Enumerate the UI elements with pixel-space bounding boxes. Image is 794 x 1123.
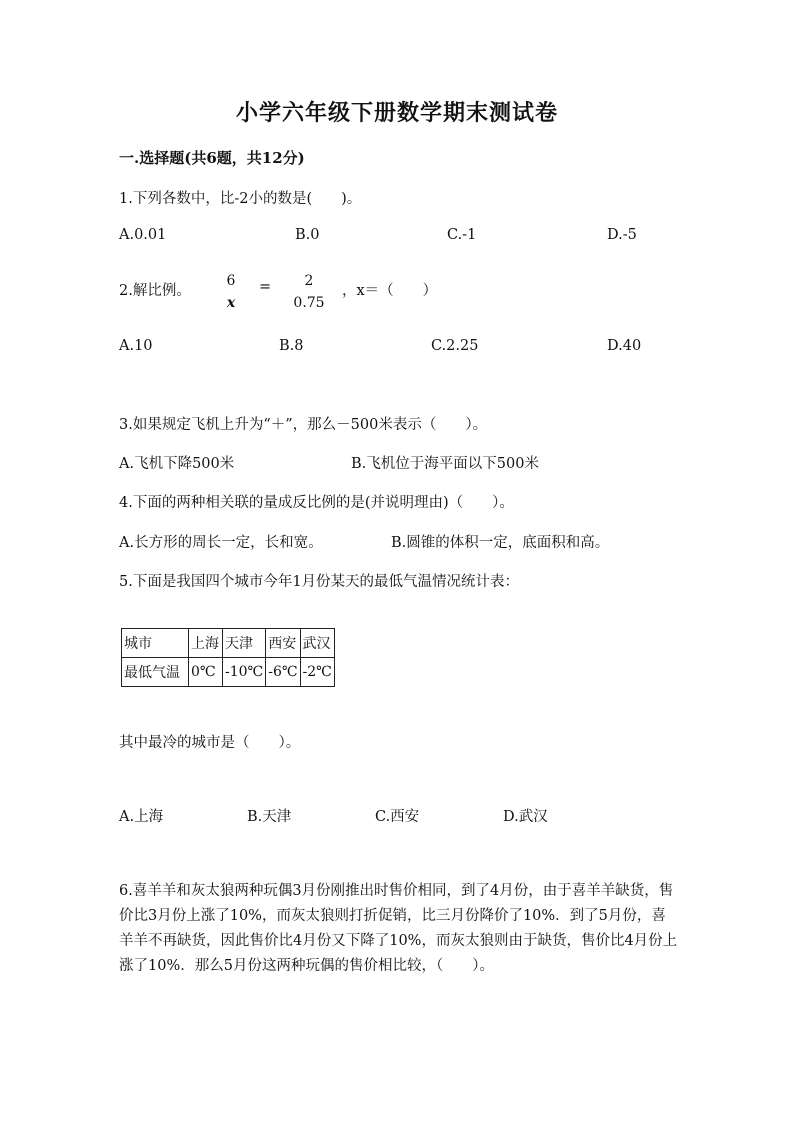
question-1-stem: 1.下列各数中，比-2小的数是( )。	[119, 191, 362, 207]
q3-option-a[interactable]: A.飞机下降500米	[119, 456, 235, 472]
q1-option-c[interactable]: C.-1	[447, 227, 477, 243]
table-cell: -6℃	[266, 658, 300, 687]
q3-option-b[interactable]: B.飞机位于海平面以下500米	[351, 456, 539, 472]
table-row	[122, 658, 335, 687]
table-cell: 城市	[122, 629, 189, 658]
question-5-stem: 5.下面是我国四个城市今年1月份某天的最低气温情况统计表：	[119, 574, 520, 590]
table-cell: -10℃	[223, 658, 266, 687]
fraction-2-numerator: 2	[304, 273, 314, 289]
q4-option-b[interactable]: B.圆锥的体积一定，底面积和高。	[391, 535, 610, 551]
q2-option-d[interactable]: D.40	[607, 338, 642, 354]
table-header-row	[122, 629, 335, 658]
q5-option-d[interactable]: D.武汉	[503, 809, 548, 825]
question-5-prompt: 其中最冷的城市是（ ）。	[119, 735, 301, 751]
q2-option-c[interactable]: C.2.25	[431, 338, 479, 354]
fraction-2-over-0-75	[292, 273, 326, 311]
fraction-6-over-x	[222, 273, 240, 311]
fraction-2-denominator: 0.75	[293, 295, 325, 311]
temperature-table	[121, 628, 335, 687]
table-cell: 最低气温	[122, 658, 189, 687]
question-6-stem: 6.喜羊羊和灰太狼两种玩偶3月份刚推出时售价相同，到了4月份，由于喜羊羊缺货，售价比3月份上涨了10%，而灰太狼则打折促销，比三月份降价了10%．到了5月份，喜羊羊不再缺货，因此售价比4月份又下降了10%，而灰太狼则由于缺货，售价比4月份上涨了10%．那么5月份这两种玩偶的售价相比较，（ ）。	[119, 883, 678, 974]
q1-option-d[interactable]: D.-5	[607, 227, 637, 243]
question-3-stem: 3.如果规定飞机上升为“＋”，那么－500米表示（ ）。	[119, 417, 488, 433]
equals-sign: =	[259, 279, 272, 295]
fraction-1-denominator: x	[226, 295, 236, 311]
q2-option-a[interactable]: A.10	[119, 338, 153, 354]
table-cell: 上海	[189, 629, 223, 658]
question-2-suffix: ，x＝（ ）	[342, 283, 438, 299]
q5-option-c[interactable]: C.西安	[375, 809, 420, 825]
q4-option-a[interactable]: A.长方形的周长一定，长和宽。	[119, 535, 323, 551]
q1-option-b[interactable]: B.0	[295, 227, 320, 243]
fraction-1-numerator: 6	[226, 273, 236, 289]
table-cell: 武汉	[300, 629, 334, 658]
table-cell: 西安	[266, 629, 300, 658]
table-cell: -2℃	[300, 658, 334, 687]
page-title: 小学六年级下册数学期末测试卷	[235, 100, 558, 126]
question-2-prefix: 2.解比例。	[119, 283, 191, 299]
question-4-stem: 4.下面的两种相关联的量成反比例的是(并说明理由)（ ）。	[119, 495, 514, 511]
table-cell: 天津	[223, 629, 266, 658]
q1-option-a[interactable]: A.0.01	[119, 227, 167, 243]
section-heading: 一.选择题(共6题，共12分)	[119, 149, 305, 167]
q2-option-b[interactable]: B.8	[279, 338, 304, 354]
q5-option-a[interactable]: A.上海	[119, 809, 164, 825]
q5-option-b[interactable]: B.天津	[247, 809, 292, 825]
table-cell: 0℃	[189, 658, 223, 687]
